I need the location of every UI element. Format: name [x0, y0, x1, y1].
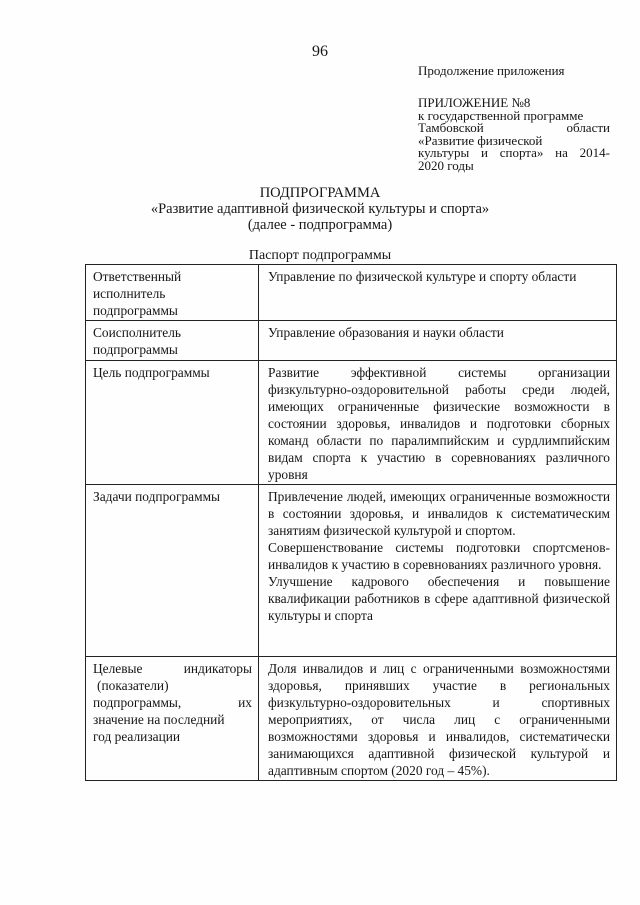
row-value-text: Управление по физической культуре и спорту области [268, 269, 577, 284]
appendix-line: «Развитие физической [418, 132, 543, 148]
row-value-text: Управление образования и науки области [268, 325, 504, 340]
appendix-block [418, 97, 610, 172]
passport-table [85, 264, 617, 781]
row-label-text: Ответственный исполнитель подпрограммы [93, 269, 182, 318]
row-value-tasks [259, 485, 617, 657]
row-label-responsible [86, 265, 259, 321]
row-label-text: Соисполнитель подпрограммы [93, 325, 182, 357]
subprogram-heading: ПОДПРОГРАММА [259, 185, 381, 201]
subprogram-name: «Развитие адаптивной физической культуры и спорта» [150, 201, 490, 217]
row-label-line: год реализации [93, 729, 181, 744]
row-value-text: Развитие эффективной системы организации физкультурно-оздоровительной работы среди людей, имеющих ограниченные физические возможности в состоянии здоровья, инвалидов и подготовки сборных команд области по паралимпийским и сурдлимпийским видам спорта к участию в соревнованиях различного уровня [268, 365, 610, 482]
row-label-text: Цель подпрограммы [93, 365, 210, 380]
row-value-indicators [259, 657, 617, 781]
table-row [86, 265, 617, 321]
task-paragraph: Привлечение людей, имеющих ограниченные возможности в состоянии здоровья, и инвалидов к систематическим занятиям физической культурой и спортом. [268, 489, 610, 538]
row-value-text: Доля инвалидов и лиц с ограниченными возможностями здоровья, принявших участие в региональных физкультурно-оздоровительных и спортивных мероприятиях, от числа лиц с ограниченными возможностями здоровья и инвалидов, систематически занимающихся адаптивной физической культурой и адаптивным спортом (2020 год – 45%). [268, 661, 610, 778]
row-value-responsible [259, 265, 617, 321]
row-label-indicators [86, 657, 259, 781]
row-label-line: (показатели) [97, 678, 169, 693]
table-row [86, 485, 617, 657]
appendix-line: 2020 годы [418, 157, 474, 173]
row-label-tasks [86, 485, 259, 657]
row-label-line: Целевые индикаторы [93, 661, 252, 676]
task-paragraph: Улучшение кадрового обеспечения и повышение квалификации работников в сфере адаптивной физической культуры и спорта [268, 574, 610, 623]
row-label-coexecutor [86, 321, 259, 361]
row-value-goal [259, 361, 617, 485]
row-label-goal [86, 361, 259, 485]
table-row [86, 657, 617, 781]
table-row [86, 321, 617, 361]
passport-caption: Паспорт подпрограммы [248, 248, 392, 263]
appendix-line: к государственной программе [418, 107, 584, 123]
row-label-line: подпрограммы, их [93, 695, 252, 710]
subprogram-note: (далее - подпрограмма) [247, 217, 393, 233]
continuation-note: Продолжение приложения [418, 63, 565, 78]
appendix-title: ПРИЛОЖЕНИЕ №8 [418, 95, 531, 110]
page-number: 96 [312, 43, 328, 60]
row-label-line: значение на последний [93, 712, 225, 727]
task-paragraph: Совершенствование системы подготовки спортсменов-инвалидов к участию в соревнованиях различного уровня. [268, 540, 610, 572]
table-row [86, 361, 617, 485]
row-label-text: Задачи подпрограммы [93, 489, 221, 504]
appendix-line: Тамбовской области [418, 120, 610, 135]
appendix-line: культуры и спорта» на 2014- [418, 145, 610, 160]
row-value-coexecutor [259, 321, 617, 361]
